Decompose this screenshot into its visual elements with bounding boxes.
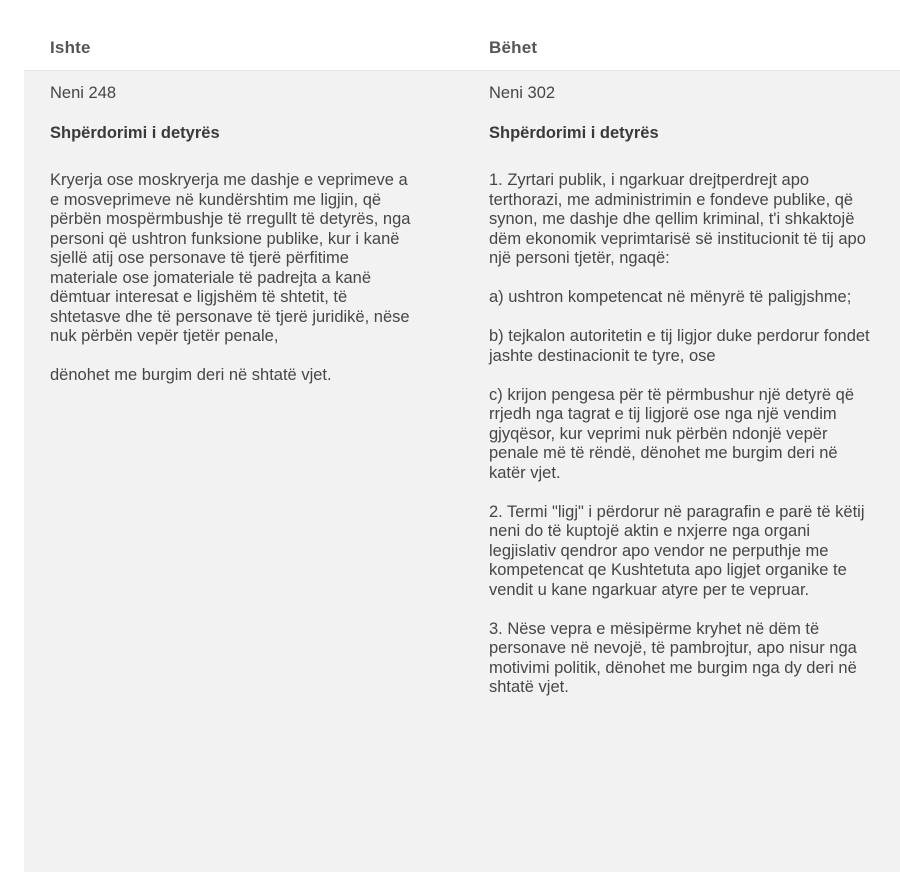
- article-number: Neni 302: [489, 84, 556, 102]
- article-paragraph: dënohet me burgim deri në shtatë vjet.: [50, 366, 332, 384]
- article-number: Neni 248: [50, 84, 117, 102]
- table-header-row: [24, 26, 900, 71]
- article-paragraph: a) ushtron kompetencat në mënyrë të paligjshme;: [489, 288, 852, 306]
- article-title: Shpërdorimi i detyrës: [50, 123, 220, 142]
- article-paragraph: 3. Nëse vepra e mësipërme kryhet në dëm të personave në nevojë, të pambrojtur, apo nisur nga motivimi politik, dënohet me burgim nga dy deri në shtatë vjet.: [489, 619, 857, 696]
- article-paragraph: 1. Zyrtari publik, i ngarkuar drejtperdrejt apo terthorazi, me administrimin e fondeve publike, që synon, me dashje dhe qellim kriminal, t'i shkaktojë dëm ekonomik veprimtarisë së institucionit të tij apo një personi tjetër, ngaqë:: [489, 171, 866, 267]
- article-title: Shpërdorimi i detyrës: [489, 123, 659, 142]
- article-paragraph: b) tejkalon autoritetin e tij ligjor duke perdorur fondet jashte destinacionit te tyre, ose: [489, 327, 870, 365]
- column-ishte: [50, 84, 420, 405]
- article-paragraph: 2. Termi "ligj" i përdorur në paragrafin e parë të këtij neni do të kuptojë aktin e nxjerre nga organi legjislativ qendror apo vendor ne perputhje me kompetencat qe Kushtetuta apo ligjet organike te vendit u kane ngarkuar atyre per te vepruar.: [489, 502, 865, 599]
- column-behet: [489, 84, 874, 717]
- article-paragraph: c) krijon pengesa për të përmbushur një detyrë që rrjedh nga tagrat e tij ligjorë ose nga një vendim gjyqësor, kur veprimi nuk përbën ndonjë vepër penale më të rëndë, dënohet me burgim deri në katër vjet.: [489, 385, 855, 482]
- table-body-row: [24, 71, 900, 872]
- column-header-behet: Bëhet: [489, 38, 538, 57]
- column-header-ishte: Ishte: [50, 38, 91, 57]
- article-paragraph: Kryerja ose moskryerja me dashje e veprimeve a e mosveprimeve në kundërshtim me ligjin, që përbën mospërmbushje të rregullt të detyrës, nga personi që ushtron funksione publike, kur i kanë sjellë atij ose personave të tjerë përfitime materiale ose jomateriale të padrejta a kanë dëmtuar interesat e ligjshëm të shtetit, të shtetasve dhe të personave të tjerë juridikë, nëse nuk përbën vepër tjetër penale,: [50, 171, 411, 345]
